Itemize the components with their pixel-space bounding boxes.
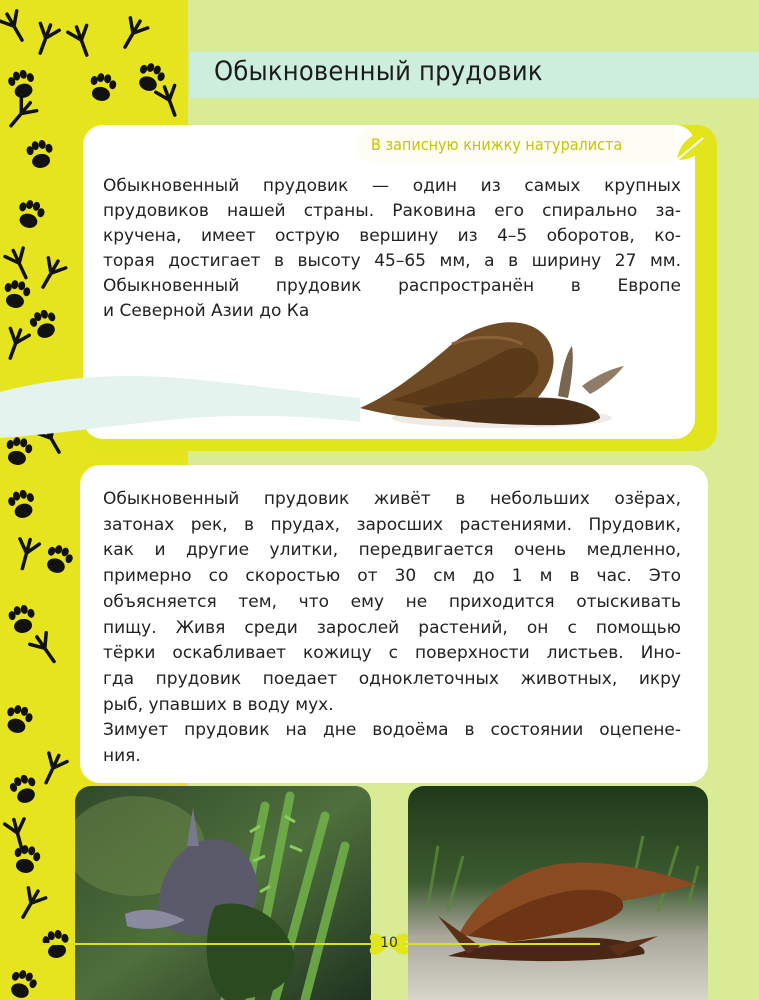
notebook-line: и Северной Азии до Ка [103,301,310,321]
bottom-rule [40,943,600,945]
notebook-line: торая достигает в высоту 45–65 мм, а в ширину 27 мм. [103,251,681,271]
description-line: ния. [103,746,141,767]
page-title: Обыкновенный прудовик [214,56,543,87]
description-line: как и другие улитки, передвигается очень медленно, [103,540,681,561]
snail-sand-illustration [408,786,708,1000]
notebook-line: кручена, имеет острую вершину из 4–5 оборотов, ко- [103,226,681,246]
description-line: тёрки оскабливает кожицу с поверхности листьев. Ино- [103,643,681,664]
notebook-line: прудовиков нашей страны. Раковина его спирально за- [103,201,681,221]
page-number-text: 10 [380,935,398,951]
description-line: Обыкновенный прудовик живёт в небольших озёрах, [103,489,681,509]
decorative-wave [0,372,360,442]
snail-plants-illustration [75,786,371,1000]
description-line: пищу. Живя среди зарослей растений, он с помощью [103,617,681,638]
photo-snail-in-plants [75,786,371,1000]
description-line: объясняется тем, что ему не приходится отыскивать [103,591,681,612]
description-line: гда прудовик поедает одноклеточных животных, икру [103,668,681,689]
description-line: затонах рек, в прудах, заросших растениями. Прудовик, [103,514,681,535]
notebook-tab-label: В записную книжку натуралиста [371,135,623,154]
description-line: Зимует прудовик на дне водоёма в состоянии оцепене- [103,720,681,741]
leaf-icon [673,128,713,164]
notebook-line: Обыкновенный прудовик распространён в Европе [103,276,681,296]
description-text [103,487,681,770]
pond-snail-image [352,300,632,440]
description-line: примерно со скоростью от 30 см до 1 м в час. Это [103,566,681,587]
notebook-line: Обыкновенный прудовик — один из самых крупных [103,176,681,196]
photo-snail-on-sand [408,786,708,1000]
page-number [366,929,412,959]
description-line: рыб, упавших в воду мух. [103,694,334,715]
